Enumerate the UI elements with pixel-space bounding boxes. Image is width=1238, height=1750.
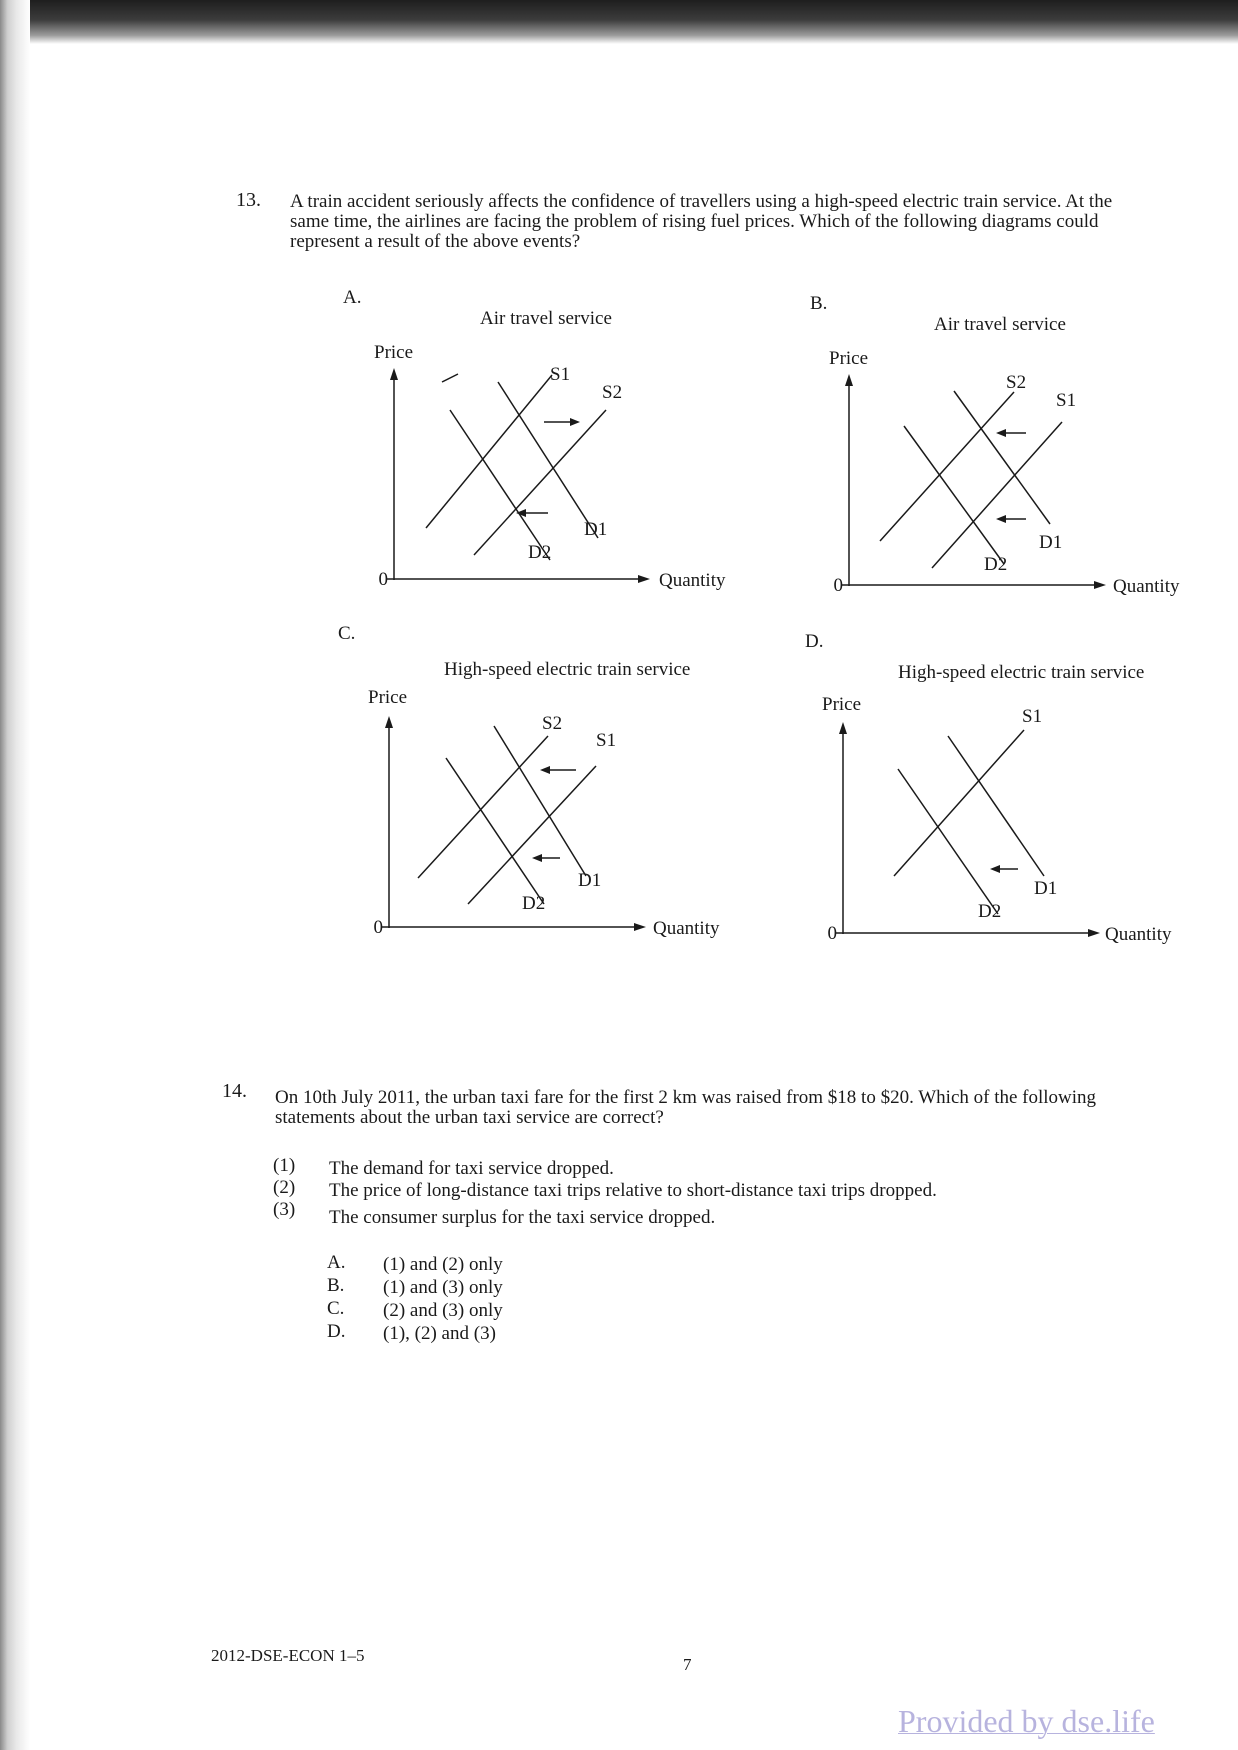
statement-3-number: (3) <box>273 1199 296 1220</box>
statement-2-number: (2) <box>273 1177 296 1198</box>
diagram-d-y-axis-arrow <box>839 722 847 734</box>
diagram-a-curve-d2 <box>450 410 550 560</box>
diagram-c-title: High-speed electric train service <box>444 659 691 680</box>
diagram-c-letter: C. <box>338 623 356 644</box>
diagram-c-label-d2: D2 <box>522 893 546 914</box>
question-14-line-2: statements about the urban taxi service are correct? <box>275 1107 664 1128</box>
diagram-c-quantity-label: Quantity <box>653 918 720 939</box>
diagram-a-label-s2: S2 <box>602 382 623 403</box>
option-c-text: (2) and (3) only <box>383 1300 503 1321</box>
diagram-c-label-s2: S2 <box>542 713 563 734</box>
diagram-b-label-s2: S2 <box>1006 372 1027 393</box>
diagram-a-quantity-label: Quantity <box>659 570 726 591</box>
diagram-c-x-axis-arrow <box>634 923 646 931</box>
question-13-line-2: same time, the airlines are facing the problem of rising fuel prices. Which of the following diagrams could <box>290 211 1099 232</box>
option-a-letter: A. <box>327 1252 346 1273</box>
diagram-a-curve-d1 <box>498 382 598 538</box>
option-d-text: (1), (2) and (3) <box>383 1323 496 1344</box>
question-14-number: 14. <box>222 1080 247 1102</box>
statement-1-text: The demand for taxi service dropped. <box>329 1158 614 1179</box>
diagram-d-label-d2: D2 <box>978 901 1002 922</box>
diagram-b-label-s1: S1 <box>1056 390 1077 411</box>
diagram-b-letter: B. <box>810 293 828 314</box>
option-c-letter: C. <box>327 1298 345 1319</box>
diagram-d-curve-d1 <box>948 736 1044 876</box>
diagram-a-label-s1: S1 <box>550 364 571 385</box>
diagram-a-label-d1: D1 <box>584 519 608 540</box>
option-b-letter: B. <box>327 1275 345 1296</box>
diagram-a-graph <box>370 360 726 600</box>
diagram-c-origin: 0 <box>373 917 383 938</box>
diagram-c-label-s1: S1 <box>596 730 617 751</box>
diagram-b-curve-s2 <box>880 392 1014 541</box>
diagram-a-letter: A. <box>343 287 362 308</box>
question-13-number: 13. <box>236 189 261 211</box>
statement-3-text: The consumer surplus for the taxi service dropped. <box>329 1207 716 1228</box>
diagram-a-price-label: Price <box>374 342 414 363</box>
diagram-a-title: Air travel service <box>480 308 612 329</box>
diagram-d-quantity-label: Quantity <box>1105 924 1172 945</box>
diagram-d-x-axis-arrow <box>1088 929 1100 937</box>
diagram-d-graph <box>818 706 1188 954</box>
diagram-b-curve-d1 <box>954 391 1050 524</box>
diagram-b-price-label: Price <box>829 348 869 369</box>
diagram-a-x-axis-arrow <box>638 575 650 583</box>
diagram-c-price-label: Price <box>368 687 408 708</box>
diagram-c-curve-s2 <box>418 736 548 878</box>
diagram-c-curve-d1 <box>494 726 586 876</box>
option-a-text: (1) and (2) only <box>383 1254 503 1275</box>
diagram-a-y-axis-arrow <box>390 368 398 380</box>
diagram-b-y-axis-arrow <box>845 374 853 386</box>
diagram-a-origin: 0 <box>378 569 388 590</box>
diagram-c-graph <box>364 706 720 946</box>
diagram-c-y-axis-arrow <box>385 716 393 728</box>
option-d-letter: D. <box>327 1321 346 1342</box>
diagram-d-letter: D. <box>805 631 824 652</box>
watermark-link[interactable]: Provided by dse.life <box>898 1703 1155 1739</box>
diagram-b-label-d2: D2 <box>984 554 1008 575</box>
diagram-b-origin: 0 <box>833 575 843 596</box>
diagram-a-scan-mark <box>442 374 458 382</box>
paper-code: 2012-DSE-ECON 1–5 <box>211 1646 365 1665</box>
diagram-b-x-axis-arrow <box>1094 581 1106 589</box>
diagram-a-label-d2: D2 <box>528 542 552 563</box>
diagram-d-label-s1: S1 <box>1022 706 1043 727</box>
diagram-b-graph <box>824 366 1194 606</box>
diagram-c-label-d1: D1 <box>578 870 602 891</box>
diagram-d-label-d1: D1 <box>1034 878 1058 899</box>
diagram-d-price-label: Price <box>822 694 862 715</box>
question-13-line-1: A train accident seriously affects the confidence of travellers using a high-speed electric train service. At the <box>290 191 1113 212</box>
diagram-b-quantity-label: Quantity <box>1113 576 1180 597</box>
question-14-line-1: On 10th July 2011, the urban taxi fare for the first 2 km was raised from $18 to $20. Which of the following <box>275 1087 1097 1108</box>
diagram-b-label-d1: D1 <box>1039 532 1063 553</box>
statement-2-text: The price of long-distance taxi trips relative to short-distance taxi trips dropped. <box>329 1180 937 1201</box>
page-number: 7 <box>683 1655 692 1674</box>
statement-1-number: (1) <box>273 1155 296 1176</box>
diagram-b-title: Air travel service <box>934 314 1066 335</box>
question-13-line-3: represent a result of the above events? <box>290 231 581 252</box>
diagram-d-curve-d2 <box>898 769 998 914</box>
diagram-d-title: High-speed electric train service <box>898 662 1145 683</box>
diagram-d-origin: 0 <box>827 923 837 944</box>
diagram-a-curve-s1 <box>426 375 552 528</box>
option-b-text: (1) and (3) only <box>383 1277 503 1298</box>
